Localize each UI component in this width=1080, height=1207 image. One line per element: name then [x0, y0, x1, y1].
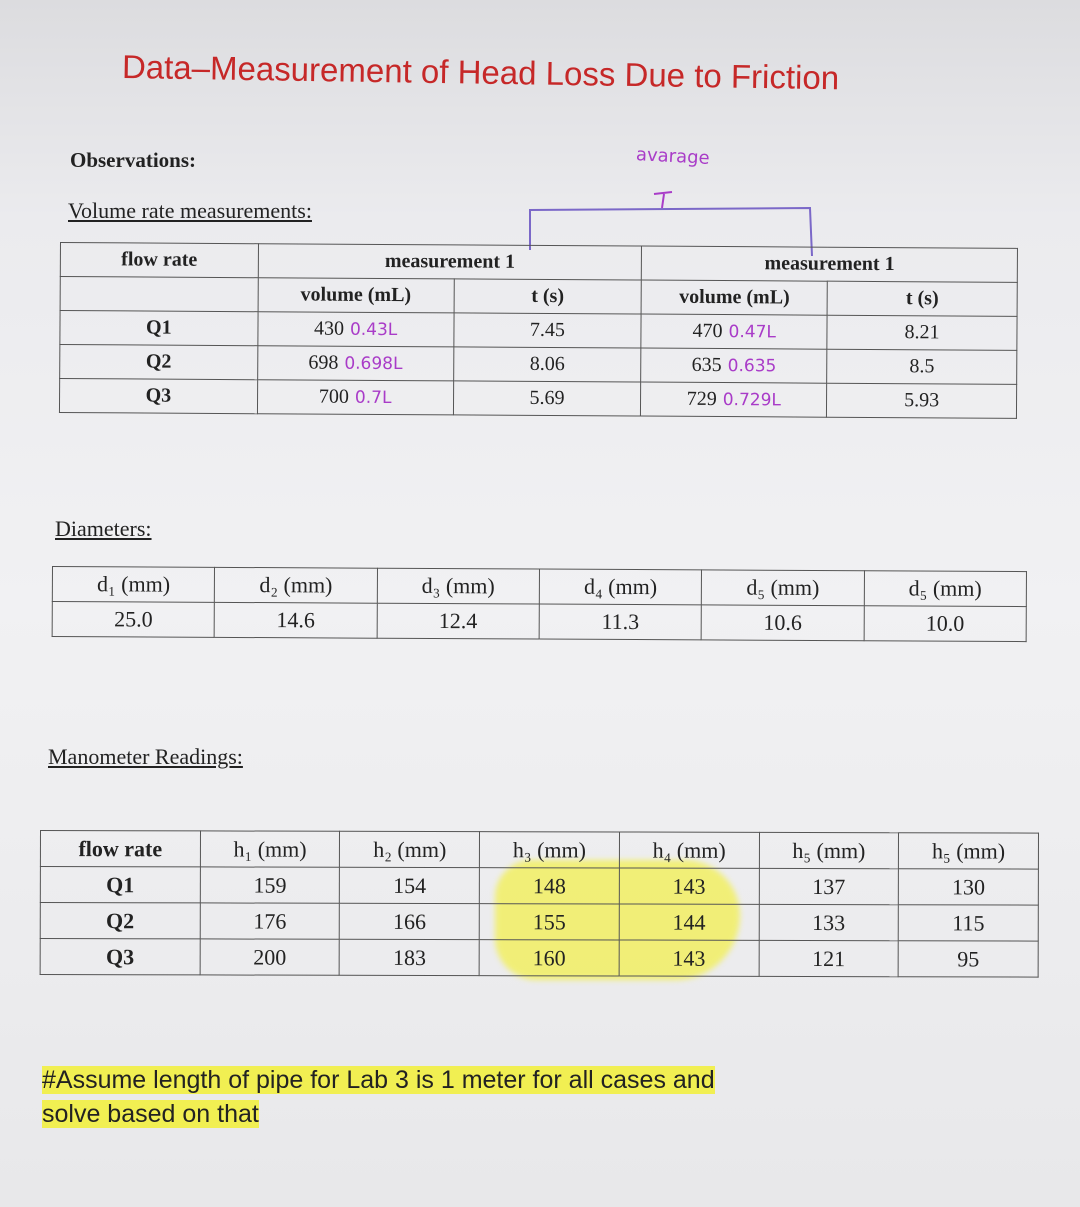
- head-header: h₃ (mm): [480, 832, 620, 868]
- diameters-table: [52, 566, 1027, 642]
- table-row: [52, 567, 1026, 607]
- head-value: 176: [200, 903, 340, 939]
- head-value: 143: [619, 868, 759, 904]
- table-cell: [641, 314, 827, 349]
- table-cell: [257, 380, 453, 415]
- head-value: 148: [479, 868, 619, 904]
- volume-header: volume (mL): [641, 280, 827, 315]
- time-header: t (s): [454, 279, 642, 314]
- diameter-header: d₅ (mm): [864, 571, 1027, 607]
- volume-value: 698: [308, 351, 339, 374]
- head-value: 166: [340, 903, 480, 939]
- time-value: 8.5: [827, 349, 1017, 384]
- volume-value: 635: [691, 353, 722, 377]
- handwritten-liters: 0.47L: [728, 322, 776, 343]
- handwritten-liters: 0.43L: [349, 319, 398, 341]
- volume-value: 729: [686, 387, 717, 411]
- diameter-header: d₂ (mm): [215, 567, 378, 603]
- head-value: 121: [759, 940, 899, 976]
- diameter-value: 11.3: [539, 604, 702, 640]
- row-label: Q3: [40, 939, 200, 975]
- measurement-right-header: measurement 1: [642, 246, 1018, 282]
- table-row: [59, 379, 1016, 419]
- handwritten-liters: 0.729L: [722, 390, 781, 411]
- handwritten-liters: 0.7L: [354, 387, 392, 409]
- assumption-note: [42, 1063, 715, 1131]
- head-value: 137: [759, 868, 899, 904]
- note-line-2: solve based on that: [42, 1100, 259, 1128]
- table-cell: [641, 382, 827, 417]
- table-cell: [257, 346, 453, 381]
- flow-rate-header: flow rate: [40, 831, 200, 867]
- head-header: h₂ (mm): [340, 831, 480, 867]
- head-header: h₁ (mm): [200, 831, 340, 867]
- table-cell: [258, 312, 454, 347]
- time-value: 5.93: [827, 383, 1017, 418]
- flow-rate-header: flow rate: [60, 243, 258, 278]
- row-label: Q1: [40, 867, 200, 903]
- table-row: [60, 243, 1017, 283]
- manometer-heading: Manometer Readings:: [48, 744, 243, 769]
- time-header: t (s): [827, 281, 1017, 316]
- table-cell: [641, 348, 827, 383]
- head-header: h₅ (mm): [899, 833, 1039, 869]
- page-title: Data–Measurement of Head Loss Due to Friction: [121, 48, 840, 97]
- observations-label: Observations:: [70, 148, 196, 172]
- head-header: h₅ (mm): [759, 832, 899, 868]
- note-line-1: #Assume length of pipe for Lab 3 is 1 meter for all cases and: [42, 1066, 715, 1094]
- head-value: 144: [619, 904, 759, 940]
- diameter-value: 10.0: [864, 606, 1027, 642]
- head-value: 159: [200, 867, 340, 903]
- diameters-heading: Diameters:: [55, 516, 152, 541]
- table-row: [40, 867, 1038, 906]
- row-label: Q2: [60, 345, 258, 380]
- diameter-value: 25.0: [52, 602, 215, 638]
- head-value: 160: [479, 940, 619, 976]
- head-value: 133: [759, 904, 899, 940]
- time-value: 5.69: [453, 381, 641, 416]
- volume-value: 430: [313, 317, 345, 340]
- head-value: 95: [898, 941, 1038, 977]
- head-value: 200: [200, 939, 340, 975]
- handwritten-liters: 0.698L: [344, 353, 403, 375]
- handwritten-liters: 0.635: [727, 356, 777, 377]
- volume-value: 470: [692, 319, 723, 343]
- diameter-header: d₄ (mm): [539, 569, 702, 605]
- head-value: 155: [479, 904, 619, 940]
- head-value: 143: [619, 940, 759, 976]
- table-row: [40, 831, 1038, 870]
- table-cell: [60, 277, 258, 312]
- head-value: 130: [899, 869, 1039, 905]
- table-row: [40, 939, 1038, 978]
- head-value: 183: [340, 939, 480, 975]
- table-row: [40, 903, 1038, 942]
- row-label: Q3: [59, 379, 257, 414]
- diameter-value: 10.6: [701, 605, 864, 641]
- row-label: Q1: [60, 311, 258, 346]
- volume-value: 700: [318, 385, 350, 408]
- volume-rate-table: [59, 242, 1018, 419]
- handwritten-average-note: avarage: [635, 144, 711, 169]
- table-row: [60, 345, 1017, 385]
- time-value: 8.06: [453, 347, 641, 382]
- time-value: 8.21: [827, 315, 1017, 350]
- time-value: 7.45: [453, 313, 641, 348]
- table-row: [60, 311, 1017, 351]
- diameter-header: d₅ (mm): [702, 570, 865, 606]
- diameter-value: 12.4: [377, 603, 540, 639]
- diameter-value: 14.6: [214, 602, 377, 638]
- row-label: Q2: [40, 903, 200, 939]
- diameter-header: d₁ (mm): [52, 567, 215, 603]
- volume-header: volume (mL): [258, 278, 454, 313]
- head-header: h₄ (mm): [619, 832, 759, 868]
- manometer-table: [40, 830, 1039, 978]
- table-row: [52, 602, 1026, 642]
- measurement-left-header: measurement 1: [258, 244, 642, 280]
- head-value: 154: [340, 867, 480, 903]
- diameter-header: d₃ (mm): [377, 568, 540, 604]
- volume-rate-heading: Volume rate measurements:: [68, 198, 312, 223]
- head-value: 115: [898, 905, 1038, 941]
- table-row: [60, 277, 1017, 317]
